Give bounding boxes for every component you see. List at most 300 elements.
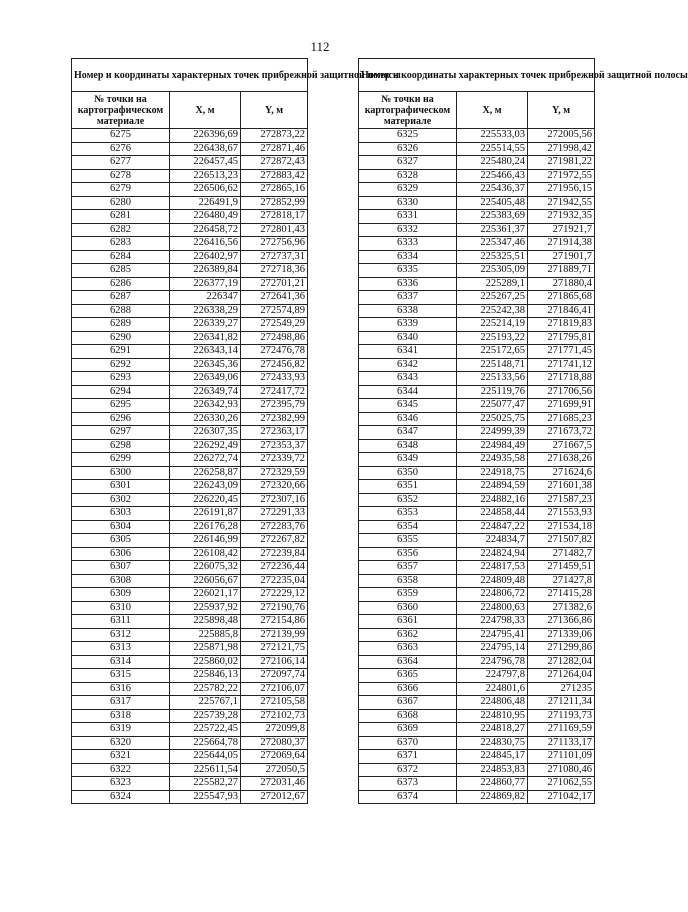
table-row	[359, 682, 595, 696]
x-coordinate-cell: 225148,71	[457, 358, 528, 372]
point-number-cell: 6311	[72, 615, 170, 629]
y-coordinate-cell: 271062,55	[528, 777, 595, 791]
point-number-cell: 6281	[72, 210, 170, 224]
y-coordinate-cell: 271889,71	[528, 264, 595, 278]
table-row	[359, 399, 595, 413]
x-coordinate-cell: 226075,32	[170, 561, 241, 575]
table-row	[72, 642, 308, 656]
table-row	[359, 480, 595, 494]
y-coordinate-cell: 271771,45	[528, 345, 595, 359]
x-coordinate-cell: 226349,74	[170, 385, 241, 399]
x-coordinate-cell: 226438,67	[170, 142, 241, 156]
point-number-cell: 6313	[72, 642, 170, 656]
table-row	[359, 655, 595, 669]
x-coordinate-cell: 225133,56	[457, 372, 528, 386]
point-number-cell: 6347	[359, 426, 457, 440]
y-coordinate-cell: 272883,42	[241, 169, 308, 183]
point-number-cell: 6306	[72, 547, 170, 561]
x-coordinate-cell: 225077,47	[457, 399, 528, 413]
x-coordinate-cell: 226402,97	[170, 250, 241, 264]
table-row	[72, 520, 308, 534]
column-header-y: Y, м	[528, 92, 595, 129]
point-number-cell: 6371	[359, 750, 457, 764]
x-coordinate-cell: 225782,22	[170, 682, 241, 696]
table-row	[72, 466, 308, 480]
y-coordinate-cell: 271685,23	[528, 412, 595, 426]
y-coordinate-cell: 271932,35	[528, 210, 595, 224]
point-number-cell: 6340	[359, 331, 457, 345]
table-row	[359, 277, 595, 291]
x-coordinate-cell: 225361,37	[457, 223, 528, 237]
x-coordinate-cell: 224796,78	[457, 655, 528, 669]
point-number-cell: 6286	[72, 277, 170, 291]
y-coordinate-cell: 271587,23	[528, 493, 595, 507]
table-body	[72, 129, 308, 804]
x-coordinate-cell: 226341,82	[170, 331, 241, 345]
y-coordinate-cell: 272106,14	[241, 655, 308, 669]
point-number-cell: 6314	[72, 655, 170, 669]
y-coordinate-cell: 271101,09	[528, 750, 595, 764]
x-coordinate-cell: 224935,58	[457, 453, 528, 467]
point-number-cell: 6316	[72, 682, 170, 696]
point-number-cell: 6279	[72, 183, 170, 197]
y-coordinate-cell: 271282,04	[528, 655, 595, 669]
x-coordinate-cell: 225582,27	[170, 777, 241, 791]
table-row	[72, 169, 308, 183]
column-header-x: X, м	[170, 92, 241, 129]
table-row	[359, 291, 595, 305]
x-coordinate-cell: 226243,09	[170, 480, 241, 494]
y-coordinate-cell: 271921,7	[528, 223, 595, 237]
x-coordinate-cell: 226108,42	[170, 547, 241, 561]
table-row	[359, 453, 595, 467]
point-number-cell: 6324	[72, 790, 170, 804]
x-coordinate-cell: 225767,1	[170, 696, 241, 710]
x-coordinate-cell: 224845,17	[457, 750, 528, 764]
table-row	[72, 372, 308, 386]
table-row	[359, 547, 595, 561]
table-row	[72, 250, 308, 264]
table-row	[359, 169, 595, 183]
x-coordinate-cell: 224853,83	[457, 763, 528, 777]
x-coordinate-cell: 224847,22	[457, 520, 528, 534]
point-number-cell: 6373	[359, 777, 457, 791]
table-row	[72, 561, 308, 575]
x-coordinate-cell: 225466,43	[457, 169, 528, 183]
y-coordinate-cell: 272329,59	[241, 466, 308, 480]
table-row	[359, 493, 595, 507]
y-coordinate-cell: 271865,68	[528, 291, 595, 305]
point-number-cell: 6326	[359, 142, 457, 156]
table-row	[72, 345, 308, 359]
x-coordinate-cell: 225193,22	[457, 331, 528, 345]
y-coordinate-cell: 271382,6	[528, 601, 595, 615]
point-number-cell: 6344	[359, 385, 457, 399]
point-number-cell: 6339	[359, 318, 457, 332]
y-coordinate-cell: 272005,56	[528, 129, 595, 143]
y-coordinate-cell: 271235	[528, 682, 595, 696]
point-number-cell: 6319	[72, 723, 170, 737]
point-number-cell: 6283	[72, 237, 170, 251]
y-coordinate-cell: 272498,86	[241, 331, 308, 345]
x-coordinate-cell: 226480,49	[170, 210, 241, 224]
table-row	[359, 412, 595, 426]
y-coordinate-cell: 271482,7	[528, 547, 595, 561]
table-row	[359, 264, 595, 278]
point-number-cell: 6303	[72, 507, 170, 521]
table-row	[359, 426, 595, 440]
table-row	[72, 493, 308, 507]
y-coordinate-cell: 272339,72	[241, 453, 308, 467]
table-row	[359, 223, 595, 237]
table-row	[72, 331, 308, 345]
y-coordinate-cell: 272236,44	[241, 561, 308, 575]
point-number-cell: 6293	[72, 372, 170, 386]
table-row	[72, 358, 308, 372]
table-row	[72, 601, 308, 615]
y-coordinate-cell: 272737,31	[241, 250, 308, 264]
y-coordinate-cell: 272239,84	[241, 547, 308, 561]
y-coordinate-cell: 271299,86	[528, 642, 595, 656]
point-number-cell: 6330	[359, 196, 457, 210]
x-coordinate-cell: 224834,7	[457, 534, 528, 548]
x-coordinate-cell: 224795,41	[457, 628, 528, 642]
point-number-cell: 6305	[72, 534, 170, 548]
table-row	[72, 399, 308, 413]
y-coordinate-cell: 272756,96	[241, 237, 308, 251]
y-coordinate-cell: 271193,73	[528, 709, 595, 723]
column-header-y: Y, м	[241, 92, 308, 129]
y-coordinate-cell: 271534,18	[528, 520, 595, 534]
x-coordinate-cell: 226389,84	[170, 264, 241, 278]
coordinates-table-left	[71, 58, 401, 804]
x-coordinate-cell: 225242,38	[457, 304, 528, 318]
point-number-cell: 6364	[359, 655, 457, 669]
x-coordinate-cell: 226176,28	[170, 520, 241, 534]
y-coordinate-cell: 272291,33	[241, 507, 308, 521]
point-number-cell: 6343	[359, 372, 457, 386]
table-row	[72, 439, 308, 453]
table-row	[359, 709, 595, 723]
x-coordinate-cell: 226491,9	[170, 196, 241, 210]
x-coordinate-cell: 226330,26	[170, 412, 241, 426]
x-coordinate-cell: 225739,28	[170, 709, 241, 723]
x-coordinate-cell: 226343,14	[170, 345, 241, 359]
table-row	[72, 615, 308, 629]
point-number-cell: 6342	[359, 358, 457, 372]
point-number-cell: 6307	[72, 561, 170, 575]
point-number-cell: 6359	[359, 588, 457, 602]
x-coordinate-cell: 224984,49	[457, 439, 528, 453]
table-row	[359, 304, 595, 318]
point-number-cell: 6292	[72, 358, 170, 372]
x-coordinate-cell: 224894,59	[457, 480, 528, 494]
table-row	[359, 385, 595, 399]
x-coordinate-cell: 226338,29	[170, 304, 241, 318]
y-coordinate-cell: 271601,38	[528, 480, 595, 494]
table-row	[359, 615, 595, 629]
y-coordinate-cell: 272267,82	[241, 534, 308, 548]
point-number-cell: 6331	[359, 210, 457, 224]
table-title: Номер и координаты характерных точек прибрежной защитной полосы	[72, 59, 308, 92]
point-number-cell: 6332	[359, 223, 457, 237]
y-coordinate-cell: 272229,12	[241, 588, 308, 602]
table-row	[359, 628, 595, 642]
point-number-cell: 6358	[359, 574, 457, 588]
y-coordinate-cell: 272476,78	[241, 345, 308, 359]
y-coordinate-cell: 271339,06	[528, 628, 595, 642]
point-number-cell: 6320	[72, 736, 170, 750]
point-number-cell: 6365	[359, 669, 457, 683]
y-coordinate-cell: 271741,12	[528, 358, 595, 372]
y-coordinate-cell: 272641,36	[241, 291, 308, 305]
y-coordinate-cell: 271956,15	[528, 183, 595, 197]
x-coordinate-cell: 225267,25	[457, 291, 528, 305]
table-row	[72, 736, 308, 750]
point-number-cell: 6287	[72, 291, 170, 305]
y-coordinate-cell: 271981,22	[528, 156, 595, 170]
table-row	[72, 304, 308, 318]
y-coordinate-cell: 272012,67	[241, 790, 308, 804]
y-coordinate-cell: 271942,55	[528, 196, 595, 210]
table-row	[72, 196, 308, 210]
point-number-cell: 6356	[359, 547, 457, 561]
x-coordinate-cell: 226307,35	[170, 426, 241, 440]
point-number-cell: 6370	[359, 736, 457, 750]
x-coordinate-cell: 225405,48	[457, 196, 528, 210]
table-row	[359, 520, 595, 534]
x-coordinate-cell: 224817,53	[457, 561, 528, 575]
y-coordinate-cell: 271264,04	[528, 669, 595, 683]
table-row	[359, 574, 595, 588]
table-row	[359, 156, 595, 170]
y-coordinate-cell: 272801,43	[241, 223, 308, 237]
y-coordinate-cell: 272320,66	[241, 480, 308, 494]
point-number-cell: 6285	[72, 264, 170, 278]
y-coordinate-cell: 272050,5	[241, 763, 308, 777]
table-row	[72, 723, 308, 737]
table-row	[359, 723, 595, 737]
table-row	[359, 466, 595, 480]
x-coordinate-cell: 226416,56	[170, 237, 241, 251]
y-coordinate-cell: 271042,17	[528, 790, 595, 804]
x-coordinate-cell: 225214,19	[457, 318, 528, 332]
y-coordinate-cell: 271880,4	[528, 277, 595, 291]
table-row	[72, 237, 308, 251]
x-coordinate-cell: 226349,06	[170, 372, 241, 386]
point-number-cell: 6351	[359, 480, 457, 494]
table-row	[72, 790, 308, 804]
y-coordinate-cell: 271459,51	[528, 561, 595, 575]
table-row	[72, 507, 308, 521]
point-number-cell: 6363	[359, 642, 457, 656]
x-coordinate-cell: 224824,94	[457, 547, 528, 561]
y-coordinate-cell: 272872,43	[241, 156, 308, 170]
x-coordinate-cell: 226345,36	[170, 358, 241, 372]
point-number-cell: 6275	[72, 129, 170, 143]
point-number-cell: 6298	[72, 439, 170, 453]
table-row	[72, 453, 308, 467]
point-number-cell: 6297	[72, 426, 170, 440]
x-coordinate-cell: 226258,87	[170, 466, 241, 480]
table-row	[72, 709, 308, 723]
y-coordinate-cell: 271699,91	[528, 399, 595, 413]
table-row	[72, 318, 308, 332]
table-title: Номер и координаты характерных точек прибрежной защитной полосы	[359, 59, 595, 92]
x-coordinate-cell: 224818,27	[457, 723, 528, 737]
coordinates-table-right	[358, 58, 688, 804]
table-row	[72, 669, 308, 683]
point-number-cell: 6302	[72, 493, 170, 507]
point-number-cell: 6329	[359, 183, 457, 197]
table-row	[359, 736, 595, 750]
point-number-cell: 6369	[359, 723, 457, 737]
table-row	[359, 358, 595, 372]
x-coordinate-cell: 226457,45	[170, 156, 241, 170]
x-coordinate-cell: 225514,55	[457, 142, 528, 156]
x-coordinate-cell: 225885,8	[170, 628, 241, 642]
point-number-cell: 6317	[72, 696, 170, 710]
y-coordinate-cell: 272139,99	[241, 628, 308, 642]
x-coordinate-cell: 225547,93	[170, 790, 241, 804]
x-coordinate-cell: 226506,62	[170, 183, 241, 197]
point-number-cell: 6337	[359, 291, 457, 305]
x-coordinate-cell: 224800,63	[457, 601, 528, 615]
x-coordinate-cell: 225871,98	[170, 642, 241, 656]
x-coordinate-cell: 224795,14	[457, 642, 528, 656]
x-coordinate-cell: 225722,45	[170, 723, 241, 737]
table-row	[359, 331, 595, 345]
point-number-cell: 6372	[359, 763, 457, 777]
point-number-cell: 6368	[359, 709, 457, 723]
x-coordinate-cell: 224999,39	[457, 426, 528, 440]
x-coordinate-cell: 226056,67	[170, 574, 241, 588]
point-number-cell: 6309	[72, 588, 170, 602]
point-number-cell: 6308	[72, 574, 170, 588]
table-row	[72, 750, 308, 764]
y-coordinate-cell: 272307,16	[241, 493, 308, 507]
table-row	[359, 129, 595, 143]
table-row	[359, 588, 595, 602]
table-row	[359, 439, 595, 453]
table-row	[72, 480, 308, 494]
y-coordinate-cell: 272121,75	[241, 642, 308, 656]
x-coordinate-cell: 226220,45	[170, 493, 241, 507]
y-coordinate-cell: 271846,41	[528, 304, 595, 318]
x-coordinate-cell: 225383,69	[457, 210, 528, 224]
y-coordinate-cell: 272852,99	[241, 196, 308, 210]
y-coordinate-cell: 271427,8	[528, 574, 595, 588]
x-coordinate-cell: 225119,76	[457, 385, 528, 399]
table-row	[72, 628, 308, 642]
point-number-cell: 6280	[72, 196, 170, 210]
point-number-cell: 6346	[359, 412, 457, 426]
point-number-cell: 6276	[72, 142, 170, 156]
point-number-cell: 6348	[359, 439, 457, 453]
table-row	[359, 372, 595, 386]
table-row	[72, 763, 308, 777]
point-number-cell: 6288	[72, 304, 170, 318]
x-coordinate-cell: 225611,54	[170, 763, 241, 777]
point-number-cell: 6328	[359, 169, 457, 183]
y-coordinate-cell: 272031,46	[241, 777, 308, 791]
point-number-cell: 6312	[72, 628, 170, 642]
table-row	[72, 277, 308, 291]
table-row	[359, 790, 595, 804]
page-number: 112	[310, 39, 330, 54]
point-number-cell: 6366	[359, 682, 457, 696]
table-row	[359, 318, 595, 332]
y-coordinate-cell: 272456,82	[241, 358, 308, 372]
y-coordinate-cell: 271415,28	[528, 588, 595, 602]
point-number-cell: 6345	[359, 399, 457, 413]
x-coordinate-cell: 225644,05	[170, 750, 241, 764]
y-coordinate-cell: 272549,29	[241, 318, 308, 332]
table-body	[359, 129, 595, 804]
table-row	[72, 210, 308, 224]
table-row	[72, 264, 308, 278]
point-number-cell: 6334	[359, 250, 457, 264]
x-coordinate-cell: 226396,69	[170, 129, 241, 143]
table-row	[359, 250, 595, 264]
y-coordinate-cell: 271211,34	[528, 696, 595, 710]
x-coordinate-cell: 226513,23	[170, 169, 241, 183]
point-number-cell: 6295	[72, 399, 170, 413]
table-row	[72, 156, 308, 170]
point-number-cell: 6336	[359, 277, 457, 291]
y-coordinate-cell: 271080,46	[528, 763, 595, 777]
x-coordinate-cell: 224858,44	[457, 507, 528, 521]
y-coordinate-cell: 272105,58	[241, 696, 308, 710]
table-row	[359, 669, 595, 683]
y-coordinate-cell: 272417,72	[241, 385, 308, 399]
table-row	[72, 682, 308, 696]
x-coordinate-cell: 224869,82	[457, 790, 528, 804]
x-coordinate-cell: 226272,74	[170, 453, 241, 467]
x-coordinate-cell: 224801,6	[457, 682, 528, 696]
y-coordinate-cell: 271169,59	[528, 723, 595, 737]
x-coordinate-cell: 226377,19	[170, 277, 241, 291]
y-coordinate-cell: 272190,76	[241, 601, 308, 615]
x-coordinate-cell: 226146,99	[170, 534, 241, 548]
point-number-cell: 6301	[72, 480, 170, 494]
x-coordinate-cell: 225846,13	[170, 669, 241, 683]
x-coordinate-cell: 226347	[170, 291, 241, 305]
table-row	[72, 426, 308, 440]
y-coordinate-cell: 271901,7	[528, 250, 595, 264]
y-coordinate-cell: 272574,89	[241, 304, 308, 318]
x-coordinate-cell: 225347,46	[457, 237, 528, 251]
y-coordinate-cell: 271624,6	[528, 466, 595, 480]
point-number-cell: 6291	[72, 345, 170, 359]
point-number-cell: 6327	[359, 156, 457, 170]
point-number-cell: 6333	[359, 237, 457, 251]
point-number-cell: 6349	[359, 453, 457, 467]
point-number-cell: 6282	[72, 223, 170, 237]
point-number-cell: 6278	[72, 169, 170, 183]
x-coordinate-cell: 226021,17	[170, 588, 241, 602]
y-coordinate-cell: 271795,81	[528, 331, 595, 345]
x-coordinate-cell: 224806,72	[457, 588, 528, 602]
point-number-cell: 6323	[72, 777, 170, 791]
x-coordinate-cell: 225436,37	[457, 183, 528, 197]
point-number-cell: 6354	[359, 520, 457, 534]
column-header-point-number: № точки на картографическом материале	[359, 92, 457, 129]
table-row	[72, 777, 308, 791]
x-coordinate-cell: 225172,65	[457, 345, 528, 359]
x-coordinate-cell: 224806,48	[457, 696, 528, 710]
y-coordinate-cell: 271819,83	[528, 318, 595, 332]
